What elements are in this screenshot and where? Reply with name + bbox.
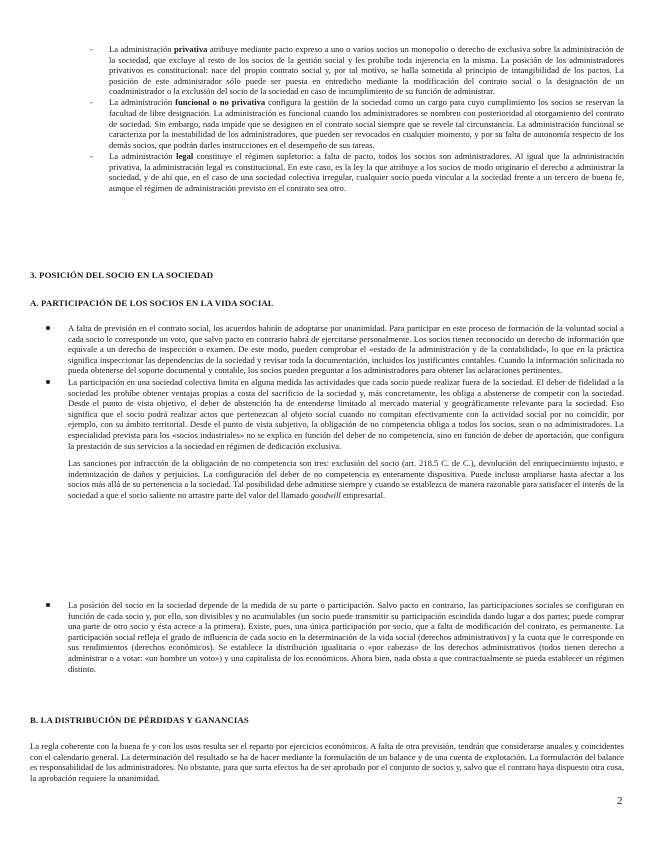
bullet-text: La posición del socio en la sociedad depende de la medida de su parte o participación. Salvo pacto en contrario, las participaciones sociales se configuran en función de cada socio y, por ello, son divisibles y no acumulables (un socio puede transmitir su participación escindida dando lugar a dos partes; puede comprar una parte de otro socio y ésta acrece a la primera). Existe, pues, una única participación por socio, que a falta de modificación del contrato, es permanente. La participación social refleja el grado de influencia de cada socio en la determinación de la vida social (derechos administrativos) y la cuota que le corresponde en sus rendimientos (derechos económicos). Se establece la distribución igualitaria o «por cabezas» de los derechos administrativos (todos tienen derecho a administrar o a votar: «un hombre un voto») y una capitalista de los económicos. Ahora bien, nada obsta a que contractualmente se pueda establecer un régimen distinto.: [68, 600, 624, 674]
participation-bullet-list: [46, 323, 624, 501]
section-heading-posicion-socio: 3. POSICIÓN DEL SOCIO EN LA SOCIEDAD: [30, 270, 214, 280]
page-number: 2: [617, 795, 623, 807]
term-legal: legal: [176, 150, 194, 161]
bullet-dot-icon: [46, 380, 50, 384]
sanciones-text-end: empresarial.: [340, 489, 386, 500]
list-item-administracion-funcional: [90, 97, 624, 150]
term-privativa: privativa: [174, 44, 208, 54]
subsection-heading-participacion: A. PARTICIPACIÓN DE LOS SOCIOS EN LA VIDA SOCIAL: [30, 298, 274, 308]
item-text-lead: La administración: [109, 150, 177, 161]
bullet-dot-icon: [46, 603, 50, 607]
bullet-dot-icon: [46, 326, 50, 330]
bullet-text: A falta de previsión en el contrato social, los acuerdos habrán de adoptarse por unanimidad. Para participar en este proceso de formación de la voluntad social a cada socio le corresponde un voto, que salvo pacto en contrario habrá de ejercitarse personalmente. Los socios tienen reconocido un derecho de información que equivale a un derecho de inspección o examen. De este modo, pueden comprobar el «estado de la administración y de la contabilidad», lo que en la práctica significa inspeccionar las dependencias de la sociedad y revisar toda la documentación, incluidos los justificantes contables. Cuando la información solicitada no pueda obtenerse del soporte documental y contable, los socios pueden preguntar a los administradores para obtener las aclaraciones pertinentes.: [68, 323, 624, 376]
bullet-item-no-competencia: [46, 377, 624, 451]
item-text-body: configura la gestión de la sociedad como un cargo para cuyo cumplimiento los socios se reservan la facultad de libre designación. La administración es funcional cuando los administradores se nombren con posterioridad al otorgamiento del contrato de sociedad. Sin embargo, nada impide que se designen en el contrato social siempre que se revele tal circunstancia. La administración funcional se caracteriza por la inestabilidad de los administradores, que pueden ser revocados en cualquier momento, y por su falta de autonomía respecto de los demás socios, que podrán darles instrucciones en el desempeño de sus tareas.: [109, 97, 624, 150]
item-text-body: constituye el régimen supletorio: a falta de pacto, todos los socios son administradores. Al igual que la administración privativa, la administración legal es constitucional. En este caso, es la ley la que atribuye a los socios de modo originario el derecho a administrar la sociedad, y de ahí que, en el caso de una sociedad colectiva irregular, cualquier socio pueda vincular a la sociedad frente a un tercero de buena fe, aunque el régimen de administración previsto en el contrato sea otro.: [109, 150, 624, 193]
participation-bullet-list-2: [46, 600, 624, 674]
bullet-item-acuerdos: [46, 323, 624, 376]
administration-types-list: [90, 44, 624, 194]
distribucion-paragraph: La regla coherente con la buena fe y con los usos resulta ser el reparto por ejercicios económicos. A falta de otra previsión, tendrán que considerarse anuales y coincidentes con el calendario general. La determinación del resultado se ha de hacer mediante la formulación de un balance y de una cuenta de explotación. La formulación del balance es responsabilidad de los administradores. No obstante, para que surta efectos ha de ser aprobado por el conjunto de socios y, salvo que el contrato haya dispuesto otra cosa, la aprobación requiere la unanimidad.: [30, 741, 624, 783]
item-text-body: atribuye mediante pacto expreso a uno o varios socios un monopolio o derecho de exclusiva sobre la administración de la sociedad, que excluye al resto de los socios de la gestión social y les prohíbe toda injerencia en la misma. La posición de los administradores privativos es constitucional: nace del propio contrato social y, por tal motivo, se halla sometida al principio de intangibilidad de los pactos. La posición de este administrador sólo puede ser puesta en entredicho mediante la modificación del contrato social o la designación de un coadministrador o la exclusión del socio de la sociedad en caso de incumplimiento de su función de administrar.: [109, 44, 624, 97]
sanciones-text: Las sanciones por infracción de la obligación de no competencia son tres: exclusión del socio (art. 218.5 C. de C.), devolución del enriquecimiento injusto, e indemnización de daños y perjuicios. La configuración del deber de no competencia es enteramente dispositiva. Puede incluso ampliarse hasta afectar a los socios más allá de su pertenencia a la sociedad. Tal posibilidad debe admitirse siempre y cuando se establezca de manera razonable para satisfacer el interés de la sociedad a que el socio saliente no arrastre parte del valor del llamado: [68, 458, 624, 500]
item-text-lead: La administración: [109, 97, 176, 108]
dash-marker: -: [90, 44, 93, 54]
goodwill-term: goodwill: [310, 489, 341, 500]
item-text-lead: La administración: [109, 44, 174, 54]
dash-marker: -: [90, 150, 93, 161]
bullet-text: La participación en una sociedad colectiva limita en alguna medida las actividades que cada socio puede realizar fuera de la sociedad. El deber de fidelidad a la sociedad les prohíbe obtener ventajas propias a costa del sacrificio de la sociedad y, más concretamente, les obliga a abstenerse de competir con la sociedad. Desde el punto de vista objetivo, el deber de abstención ha de entenderse limitado al mercado material y geográficamente relevante para la sociedad. Eso significa que el socio podrá realizar actos que pertenezcan al objeto social cuando no compitan efectivamente con la actividad social por no coincidir, por ejemplo, con su ámbito territorial. Desde el punto de vista subjetivo, la obligación de no competencia obliga a todos los socios, sean o no administradores. La especialidad prevista para los «socios industriales» no se explica en función del deber de no competencia, sino en función de deber de aportación, que configura la prestación de sus servicios a la sociedad en régimen de dedicación exclusiva.: [68, 376, 624, 451]
list-item-administracion-privativa: [90, 44, 624, 97]
bullet-item-posicion-socio: [46, 600, 624, 674]
dash-marker: -: [90, 97, 93, 108]
list-item-administracion-legal: [90, 151, 624, 193]
sanciones-paragraph: [46, 458, 624, 500]
subsection-heading-distribucion: B. LA DISTRIBUCIÓN DE PÉRDIDAS Y GANANCIAS: [30, 715, 249, 725]
term-funcional: funcional o no privativa: [175, 97, 266, 108]
